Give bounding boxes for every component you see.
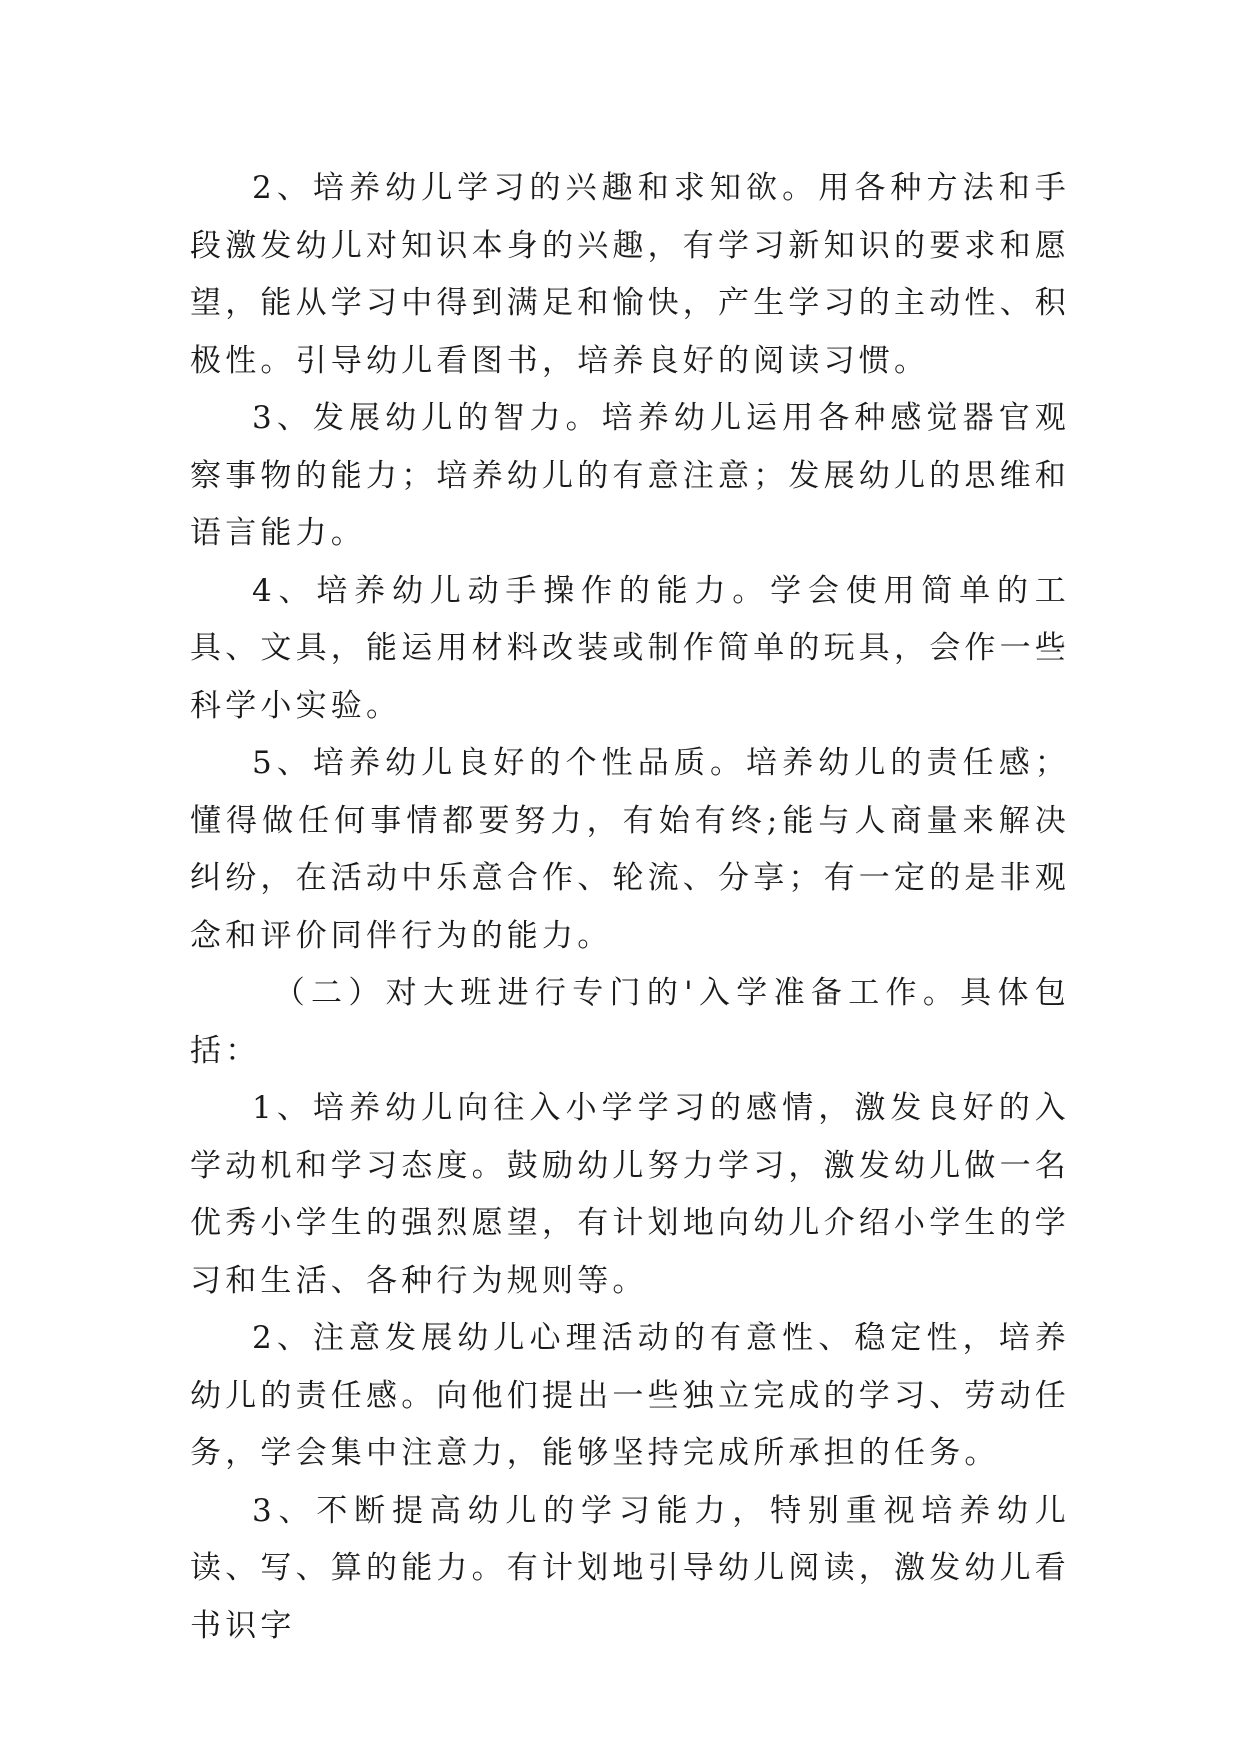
paragraph-section2-item-3: 3、不断提高幼儿的学习能力，特别重视培养幼儿读、写、算的能力。有计划地引导幼儿阅读，激发幼儿看书识字 — [190, 1492, 1070, 1644]
paragraph-item-3: 3、发展幼儿的智力。培养幼儿运用各种感觉器官观察事物的能力；培养幼儿的有意注意；发展幼儿的思维和语言能力。 — [190, 400, 1070, 551]
paragraph-item-4: 4、培养幼儿动手操作的能力。学会使用简单的工具、文具，能运用材料改装或制作简单的玩具，会作一些科学小实验。 — [190, 572, 1070, 724]
section-heading-2: （二）对大班进行专门的'入学准备工作。具体包括： — [190, 975, 1070, 1069]
paragraph-item-2: 2、培养幼儿学习的兴趣和求知欲。用各种方法和手段激发幼儿对知识本身的兴趣，有学习新知识的要求和愿望，能从学习中得到满足和愉快，产生学习的主动性、积极性。引导幼儿看图书，培养良好的阅读习惯。 — [190, 170, 1070, 379]
paragraph-section2-item-2: 2、注意发展幼儿心理活动的有意性、稳定性，培养幼儿的责任感。向他们提出一些独立完成的学习、劳动任务，学会集中注意力，能够坚持完成所承担的任务。 — [190, 1320, 1070, 1471]
document-body — [190, 160, 1070, 1655]
paragraph-section2-item-1: 1、培养幼儿向往入小学学习的感情，激发良好的入学动机和学习态度。鼓励幼儿努力学习，激发幼儿做一名优秀小学生的强烈愿望，有计划地向幼儿介绍小学生的学习和生活、各种行为规则等。 — [190, 1090, 1070, 1299]
paragraph-item-5: 5、培养幼儿良好的个性品质。培养幼儿的责任感；懂得做任何事情都要努力，有始有终;能与人商量来解决纠纷，在活动中乐意合作、轮流、分享；有一定的是非观念和评价同伴行为的能力。 — [190, 745, 1070, 954]
